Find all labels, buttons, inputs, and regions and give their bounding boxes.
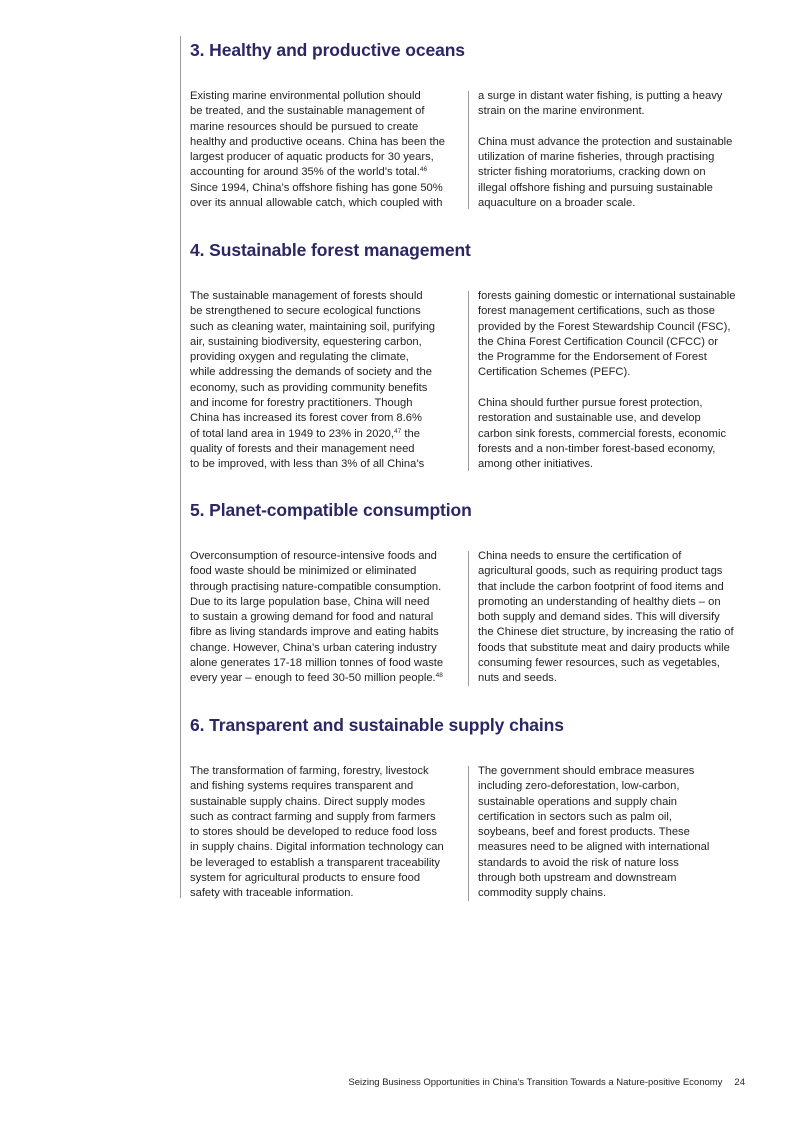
column-divider (468, 91, 469, 209)
text-line: illegal offshore fishing and pursuing sustainable (478, 181, 713, 194)
text-line: China should further pursue forest protection, (478, 397, 703, 410)
text-line: of total land area in 1949 to 23% in 2020,47 the (190, 427, 420, 440)
text-line: every year – enough to feed 30-50 million people.$^{48}$ (190, 672, 443, 685)
paragraph (190, 764, 460, 902)
text-line: China has increased its forest cover from 8.6% (190, 412, 422, 425)
text-line: through both upstream and downstream (478, 872, 677, 885)
text-line: commodity supply chains. (478, 887, 607, 900)
section-heading: 5. Planet-compatible consumption (190, 500, 472, 520)
paragraph (190, 89, 460, 211)
paragraph (478, 396, 750, 472)
text-line: utilization of marine fisheries, through practising (478, 151, 715, 164)
text-line: air, sustaining biodiversity, equestering carbon, (190, 335, 422, 348)
text-line: change. However, China’s urban catering industry (190, 641, 437, 654)
text-line: quality of forests and their management need (190, 442, 415, 455)
text-line: carbon sink forests, commercial forests, economic (478, 427, 727, 440)
text-line: measures need to be aligned with international (478, 841, 710, 854)
section-forest-management (190, 239, 750, 471)
footnote-ref: 48 (435, 672, 443, 680)
text-line: to sustain a growing demand for food and natural (190, 611, 434, 624)
text-line: the Chinese diet structure, by increasing the ratio of (478, 626, 734, 639)
text-line: such as contract farming and supply from farmers (190, 810, 436, 823)
right-column (478, 764, 750, 902)
text-line: accounting for around 35% of the world’s total.$^{46}$ (190, 166, 428, 179)
footnote-ref: 46 (419, 166, 428, 174)
paragraph (190, 549, 460, 687)
right-column (478, 89, 750, 211)
text-line: be treated, and the sustainable management of (190, 105, 425, 118)
text-line: agricultural goods, such as requiring product tags (478, 565, 723, 578)
text-line: Certification Schemes (PEFC). (478, 366, 631, 379)
text-line: standards to avoid the risk of nature loss (478, 856, 679, 869)
text-line: in supply chains. Digital information technology can (190, 841, 444, 854)
page-footer (348, 1077, 745, 1088)
text-line: alone generates 17-18 million tonnes of food waste (190, 657, 444, 670)
text-line: system for agricultural products to ensure food (190, 872, 421, 885)
right-column (478, 549, 750, 687)
text-line: a surge in distant water fishing, is putting a heavy (478, 90, 723, 102)
column-divider (468, 551, 469, 686)
text-line: restoration and sustainable use, and develop (478, 412, 701, 425)
section-planet-consumption (190, 499, 750, 685)
text-line: economy, such as providing community benefits (190, 381, 428, 394)
text-line: forests gaining domestic or international sustainable (478, 290, 736, 302)
column-divider (468, 766, 469, 901)
text-line: strain on the marine environment. (478, 105, 645, 118)
page-number: 24 (734, 1077, 745, 1088)
text-line: China needs to ensure the certification of (478, 550, 682, 562)
text-line: fibre as living standards improve and eating habits (190, 626, 439, 639)
text-line: to stores should be developed to reduce food loss (190, 826, 437, 839)
left-margin-rule (180, 36, 181, 898)
text-line: The transformation of farming, forestry, livestock (190, 765, 429, 777)
section-heading: 4. Sustainable forest management (190, 240, 471, 260)
paragraph (190, 289, 460, 473)
text-line: including zero-deforestation, low-carbon, (478, 780, 680, 793)
text-line: the China Forest Certification Council (CFCC) or (478, 335, 718, 348)
text-line: The government should embrace measures (478, 765, 695, 777)
text-line: Since 1994, China’s offshore fishing has gone 50% (190, 181, 443, 194)
text-line: forests and a non-timber forest-based economy, (478, 442, 716, 455)
text-line: be leveraged to establish a transparent traceability (190, 856, 441, 869)
text-line: the Programme for the Endorsement of Forest (478, 351, 707, 364)
paragraph (478, 549, 750, 687)
paragraph (478, 135, 750, 211)
text-line: Overconsumption of resource-intensive foods and (190, 550, 437, 562)
text-line: while addressing the demands of society and the (190, 366, 432, 379)
text-line: Due to its large population base, China will need (190, 595, 430, 608)
text-line: marine resources should be pursued to create (190, 120, 419, 133)
text-line: healthy and productive oceans. China has been the (190, 135, 446, 148)
text-line: over its annual allowable catch, which coupled with (190, 197, 443, 210)
left-column (190, 549, 460, 687)
text-line: sustainable operations and supply chain (478, 795, 678, 808)
paragraph (478, 764, 750, 902)
text-line: providing oxygen and regulating the climate, (190, 351, 409, 364)
text-line: foods that substitute meat and dairy products while (478, 641, 730, 654)
text-line: stricter fishing moratoriums, cracking down on (478, 166, 706, 179)
text-line: sustainable supply chains. Direct supply modes (190, 795, 426, 808)
text-line: soybeans, beef and forest products. These (478, 826, 690, 839)
left-column (190, 764, 460, 902)
text-line: be strengthened to secure ecological functions (190, 305, 421, 318)
text-line: both supply and demand sides. This will diversify (478, 611, 720, 624)
right-column (478, 289, 750, 473)
text-line: that include the carbon footprint of food items and (478, 580, 724, 593)
text-line: to be improved, with less than 3% of all China’s (190, 458, 425, 471)
left-column (190, 289, 460, 473)
footnote-ref: 47 (394, 427, 402, 435)
paragraph (478, 89, 750, 120)
left-column (190, 89, 460, 211)
text-line: and fishing systems requires transparent and (190, 780, 414, 793)
section-heading: 6. Transparent and sustainable supply chains (190, 715, 564, 735)
text-line: promoting an understanding of healthy diets – on (478, 595, 721, 608)
text-line: safety with traceable information. (190, 887, 354, 900)
text-line: food waste should be minimized or eliminated (190, 565, 417, 578)
column-divider (468, 291, 469, 471)
text-line: nuts and seeds. (478, 672, 557, 685)
text-line: provided by the Forest Stewardship Council (FSC), (478, 320, 731, 333)
section-healthy-oceans (190, 39, 750, 210)
text-line: such as cleaning water, maintaining soil, purifying (190, 320, 436, 333)
text-line: aquaculture on a broader scale. (478, 197, 636, 210)
text-line: The sustainable management of forests should (190, 290, 423, 302)
footer-title: Seizing Business Opportunities in China’s Transition Towards a Nature-positive Economy (348, 1077, 723, 1088)
text-line: certification in sectors such as palm oil, (478, 810, 672, 823)
text-line: through practising nature-compatible consumption. (190, 580, 442, 593)
section-heading: 3. Healthy and productive oceans (190, 40, 465, 60)
text-line: China must advance the protection and sustainable (478, 135, 733, 148)
text-line: among other initiatives. (478, 458, 594, 471)
text-line: consuming fewer resources, such as vegetables, (478, 657, 720, 670)
text-line: largest producer of aquatic products for 30 years, (190, 151, 434, 164)
text-line: forest management certifications, such as those (478, 305, 715, 318)
text-line: Existing marine environmental pollution should (190, 90, 421, 102)
text-line: and income for forestry practitioners. Though (190, 397, 413, 410)
section-supply-chains (190, 714, 750, 900)
paragraph (478, 289, 750, 381)
